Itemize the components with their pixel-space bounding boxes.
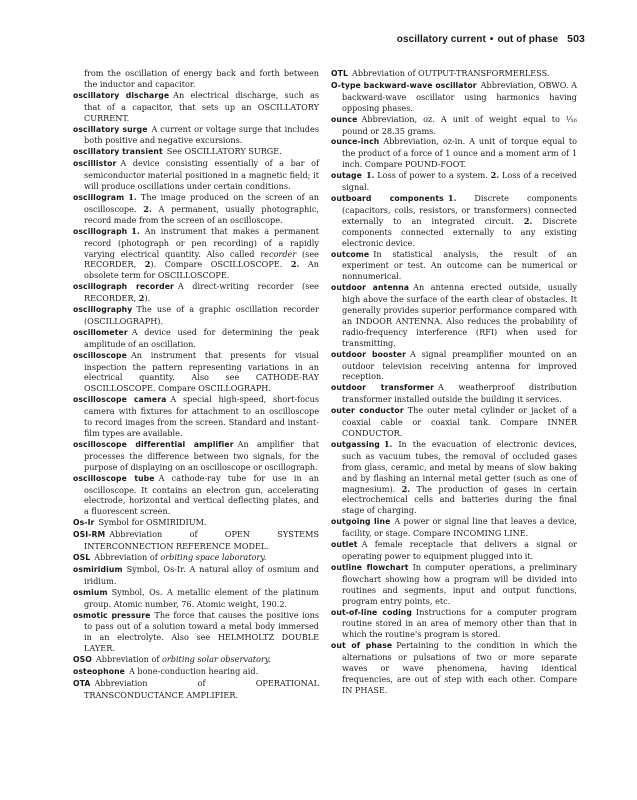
entry-outgoing-line: outgoing line A power or signal line that leaves a device, facility, or stage. Compare INCOMING LINE. bbox=[331, 516, 577, 539]
entry-oscillatory-discharge: oscillatory discharge An electrical discharge, such as that of a capacitor, that sets up an OSCILLATORY CURRENT. bbox=[73, 89, 319, 123]
entry-outboard-components: outboard components 1. Discrete components (capacitors, coils, resistors, or transformers) connected externally to an integrated circuit. 2. Discrete components connected externally to any existing electronic device. bbox=[331, 192, 577, 248]
entry-o-type-backward-wave-oscillator: O-type backward-wave oscillator Abbreviation, OBWO. A backward-wave oscillator using harmonics having opposing phases. bbox=[331, 79, 577, 113]
entry-oscillistor: oscillistor A device consisting essentially of a bar of semiconductor material positioned in a magnetic field; it will produce oscillations under certain conditions. bbox=[73, 158, 319, 192]
header-separator: • bbox=[489, 34, 494, 45]
entry-outage: outage 1. Loss of power to a system. 2. Loss of a received signal. bbox=[331, 170, 577, 193]
entry-out-of-line-coding: out-of-line coding Instructions for a computer program routine stored in an area of memory other than that in which the routine's program is stored. bbox=[331, 606, 578, 640]
entry-outline-flowchart: outline flowchart In computer operations, a preliminary flowchart showing how a program will be divided into routines and segments, input and output functions, program entry points, etc. bbox=[331, 561, 577, 606]
page-number: 503 bbox=[567, 33, 585, 45]
entry-oscilloscope-differential-amplifier: oscilloscope differential amplifier An amplifier that processes the difference between two signals, for the purpose of displaying on an oscilloscope or oscillograph. bbox=[73, 438, 319, 472]
entry-outdoor-booster: outdoor booster A signal preamplifier mounted on an outdoor television receiving antenna for improved reception. bbox=[331, 348, 577, 382]
entry-outcome: outcome In statistical analysis, the result of an experiment or test. An outcome can be numerical or nonnumerical. bbox=[331, 248, 577, 282]
entry-outdoor-antenna: outdoor antenna An antenna erected outside, usually high above the surface of the earth clear of obstacles. It generally provides superior performance compared with an INDOOR ANTENNA. Also reduces the probability of radio-frequency interference (RFI) when used for transmitting. bbox=[331, 282, 577, 348]
entry-oscillography: oscillography The use of a graphic oscillation recorder (OSCILLOGRAPH). bbox=[73, 304, 319, 326]
entry-outer-conductor: outer conductor The outer metal cylinder or jacket of a coaxial cable or coaxial tank. Compare INNER CONDUCTOR. bbox=[331, 405, 577, 438]
entry-outgassing: outgassing 1. In the evacuation of electronic devices, such as vacuum tubes, the removal of occluded gases from glass, ceramic, and metal by means of slow baking and by flashing an internal metal getter (such as one of magnesium). 2. The production of gases in certain electrochemical cells and batteries during the final stage of charging. bbox=[331, 438, 577, 516]
entry-ounce: ounce Abbreviation, oz. A unit of weight equal to ¹⁄₁₆ pound or 28.35 grams. bbox=[331, 113, 577, 136]
entry-ota: OTA Abbreviation of OPERATIONAL TRANSCONDUCTANCE AMPLIFIER. bbox=[73, 677, 319, 700]
entry-osmium: osmium Symbol, Os. A metallic element of the platinum group. Atomic number, 76. Atomic weight, 190.2. bbox=[73, 586, 319, 609]
entry-oscillometer: oscillometer A device used for determining the peak amplitude of an oscillation. bbox=[73, 326, 319, 349]
entry-osmiridium: osmiridium Symbol, Os-Ir. A natural alloy of osmium and iridium. bbox=[73, 563, 319, 586]
continued-definition: from the oscillation of energy back and forth between the inductor and capacitor. bbox=[84, 68, 319, 89]
entry-oscillogram: oscillogram 1. The image produced on the screen of an oscilloscope. 2. A permanent, usually photographic, record made from the screen of an oscilloscope. bbox=[73, 191, 319, 225]
entry-osl: OSL Abbreviation of orbiting space laboratory. bbox=[73, 551, 267, 562]
entry-oso: OSO Abbreviation of orbiting solar observatory. bbox=[73, 654, 271, 665]
entry-os-ir: Os-Ir Symbol for OSMIRIDIUM. bbox=[73, 517, 207, 528]
entry-outdoor-transformer: outdoor transformer A weatherproof distribution transformer installed outside the building it services. bbox=[331, 382, 577, 405]
right-column bbox=[331, 68, 577, 696]
entry-oscillatory-surge: oscillatory surge A current or voltage surge that includes both positive and negative excursions. bbox=[73, 123, 319, 146]
entry-osteophone: osteophone A bone-conduction hearing aid. bbox=[73, 666, 259, 677]
entry-outlet: outlet A female receptacle that delivers a signal or operating power to equipment plugged into it. bbox=[331, 539, 577, 561]
entry-oscillatory-transient: oscillatory transient See OSCILLATORY SURGE. bbox=[73, 146, 282, 157]
entry-oscillograph: oscillograph 1. An instrument that makes a permanent record (photograph or pen recording) of a rapidly varying electrical quantity. Also called recorder (see RECORDER, 2). Compare OSCILLOSCOPE. 2. An obsolete term for OSCILLOSCOPE. bbox=[73, 225, 319, 281]
running-head bbox=[397, 33, 585, 45]
header-first-term: oscillatory current bbox=[396, 34, 486, 45]
entry-otl: OTL Abbreviation of OUTPUT-TRANSFORMERLESS. bbox=[331, 68, 550, 78]
entry-ounce-inch: ounce-inch Abbreviation, oz-in. A unit of torque equal to the product of a force of 1 ounce and a moment arm of 1 inch. Compare POUND-FOOT. bbox=[331, 136, 577, 170]
left-column bbox=[73, 68, 319, 701]
entry-out-of-phase: out of phase Pertaining to the condition in which the alternations or pulsations of two or more separate waves or wave phenomena, having identical frequencies, are out of step with each other. Compare IN PHASE. bbox=[331, 640, 577, 695]
header-last-term: out of phase bbox=[497, 34, 559, 45]
entry-osi-rm: OSI-RM Abbreviation of OPEN SYSTEMS INTERCONNECTION REFERENCE MODEL. bbox=[73, 529, 319, 552]
entry-oscillograph-recorder: oscillograph recorder A direct-writing recorder (see RECORDER, 2). bbox=[73, 281, 319, 304]
entry-osmotic-pressure: osmotic pressure The force that causes the positive ions to pass out of a solution toward a metal body immersed in an electrolyte. Also see HELMHOLTZ DOUBLE LAYER. bbox=[73, 609, 319, 654]
entry-oscilloscope: oscilloscope An instrument that presents for visual inspection the pattern representing variations in an electrical quantity. Also see CATHODE-RAY OSCILLOSCOPE. Compare OSCILLOGRAPH. bbox=[73, 349, 319, 394]
entry-oscilloscope-tube: oscilloscope tube A cathode-ray tube for use in an oscilloscope. It contains an electron gun, accelerating electrode, horizontal and vertical deflecting plates, and a fluorescent screen. bbox=[73, 472, 319, 517]
entry-oscilloscope-camera: oscilloscope camera A special high-speed, short-focus camera with fixtures for attachment to an oscilloscope to record images from the screen. Standard and instant-film types are available. bbox=[73, 394, 319, 438]
